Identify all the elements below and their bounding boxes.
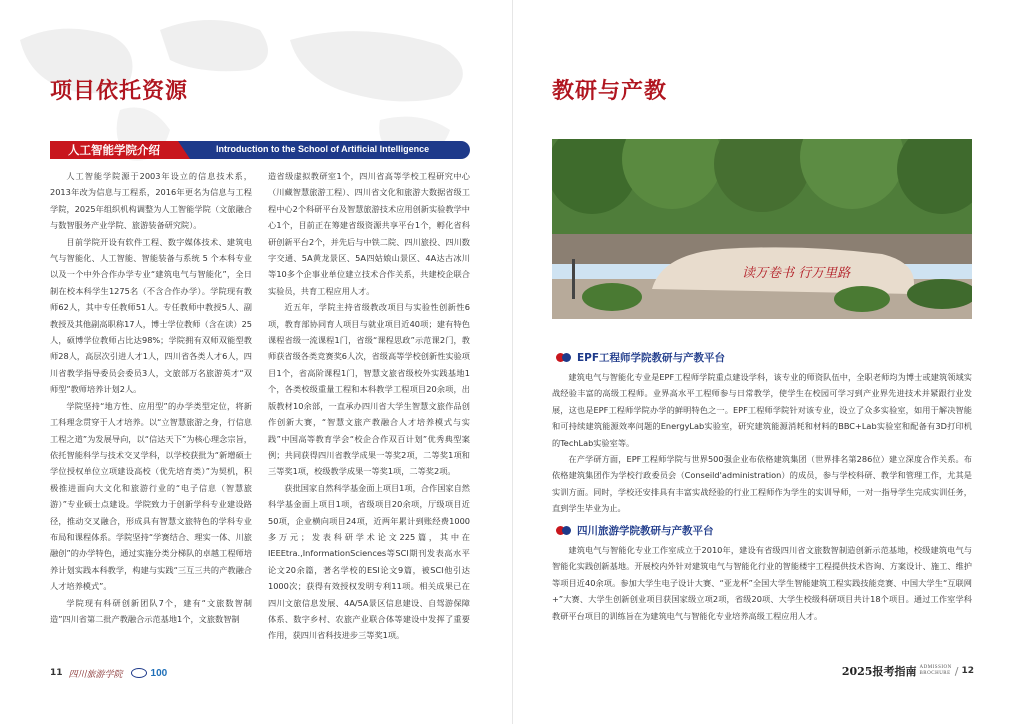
text-column-1 <box>50 168 252 648</box>
sub-heading-epf: EPF工程师学院教研与产教平台 <box>556 348 725 366</box>
paragraph: 学院现有科研创新团队7个，建有“文旅数智制造”四川省第二批产教融合示范基地1个，文旅数智制 <box>50 597 252 624</box>
brochure-subtitle: ADMISSION BROCHURE <box>919 665 952 676</box>
school-logo: 四川旅游学院 <box>68 669 123 680</box>
paragraph: 人工智能学院源于2003年设立的信息技术系，2013年改为信息与工程系，2016年更名为信息与工程学院，2025年组织机构调整为人工智能学院（文旅融合与数智服务产业学院、旅游装备研究院）。 <box>50 171 252 231</box>
emblem-icon <box>131 668 147 678</box>
paragraph: 建筑电气与智能化专业工作室成立于2010年，建设有省级四川省文旅数智制造创新示范基地，校级建筑电气与智能化实践创新基地。开展校内外针对建筑电气与智能化行业的智能楼宇工程提供技术咨询、方案设计、施工、维护等项目近40余项。参加大学生电子设计大赛、“亚龙杯”全国大学生智能建筑工程实践技能竞赛、中国大学生“互联网+”大赛、大学生创新创业项目获国家级立项2项，省级20项、大学生校级科研项目共计18个项目。通过工作室学科教研平台项目的训练旨在为建筑电气与智能化专业培养高级工程应用人才。 <box>552 545 972 621</box>
page-title: 项目依托资源 <box>50 79 189 104</box>
paragraph: 学院坚持“地方性、应用型”的办学类型定位，将新工科理念贯穿于人才培养。以“立智慧旅游之身，行信息工程之道”为发展导向，以“信达天下”为核心理念宗旨，依托智能科学与技术交叉学科，以学校获批为“新增硕士学位授权单位立项建设高校（优先培育类）”为契机，积极推进面向大文化和旅游行业的“电子信息（智慧旅游）”专业硕士点建设。学院致力于创新学科专业建设路径，推动交叉融合，形成具有智慧文旅特色的学科专业布局和课程体系。学院坚持“学赛结合、理实一体、川旅融创”的办学特色，通过实施分类分梯队的卓越工程师培养计划实践本科教学，构建与实践“三互三共的产教融合人才培养模式”。 <box>50 400 252 592</box>
paragraph: 建筑电气与智能化专业是EPF工程师学院重点建设学科，该专业的师资队伍中，全职老师均为博士或建筑领域实战经验丰富的高级工程师。业界高水平工程师参与日常教学，使学生在校园可学习到产业界先进技术并紧跟行业发展，这也是EPF工程师学院办学的鲜明特色之一。EPF工程师学院针对该专业，设立了众多实验室，如用于解决智能和可持续建筑能源效率问题的EnergyLab实验室，研究建筑能源消耗和材料的BBC+Lab实验室和配备有3D打印机的TechLab实验室等。 <box>552 372 972 448</box>
epf-section-body <box>552 369 972 517</box>
bullet-dots-icon <box>556 526 571 535</box>
section-title-zh: 人工智能学院介绍 <box>68 143 160 157</box>
anniversary-logo: 100 <box>150 667 168 679</box>
paragraph: 目前学院开设有软件工程、数字媒体技术、建筑电气与智能化、人工智能、智能装备与系统 5 个本科专业以及一个中外合作办学专业“建筑电气与智能化”，全日制在校本科学生1275名（不含合作办学）。学院现有教师62人，其中专任教师51人。专任教师中教授5人、副教授及其他副高职称17人，博士学位教师（含在读）25人，硕博学位教师占比达98%；学院拥有双师双能型教师28人，高层次引进人才1人，四川省各类人才6人，四川省教学指导委员会委员3人，文旅部万名旅游英才“双师型”教师培养计划2人。 <box>50 236 252 395</box>
page-number: 11 <box>50 668 63 678</box>
campus-photo <box>552 139 972 319</box>
paragraph: 造省级虚拟教研室1个，四川省高等学校工程研究中心（川藏智慧旅游工程）、四川省文化和旅游大数据省级工程中心2个科研平台及智慧旅游技术应用创新实验教学中心1个，目前正在筹建省级资源共享平台1个，孵化省科研创新平台2个，并先后与中铁二院、四川旅投、四川数字交通、5A黄龙景区、5A四姑娘山景区、4A达古冰川等10多个企事业单位建立技术合作关系，共建校企联合实验员，共育工程应用人才。 <box>268 171 470 296</box>
left-footer <box>50 665 167 681</box>
paragraph: 获批国家自然科学基金面上项目1项，合作国家自然科学基金面上项目1项，省级项目20余项，厅级项目近50项，企业横向项目24项，近两年累计到账经费1000多万元；发表科研学术论文225篇，其中在IEEEtra.,InformationSciences等SCI期刊发表高水平论文20余篇，著名学校的ESI论文9篇，被SCI他引达1000次；获得有效授权发明专利11项。相关成果已在四川文旅信息发展、4A/5A景区信息建设、自驾游保障体系、数字乡村、农旅产业联合体等建设中发挥了重要作用，获四川省科技进步三等奖1项。 <box>268 482 470 641</box>
right-footer: 2025报考指南 ADMISSION BROCHURE / 12 <box>841 664 974 678</box>
page-number: 12 <box>961 666 974 676</box>
paragraph: 在产学研方面，EPF工程师学院与世界500强企业布依格建筑集团（世界排名第286位）建立深度合作关系。布依格建筑集团作为学校行政委员会（Conseild'administration）的成员，参与学校科研、教学和管理工作，尤其是实训方面。同时，学校还安排具有丰富实战经验的行业工程师作为学生的实训导师，一对一指导学生完成实训任务，直到学生毕业为止。 <box>552 454 972 514</box>
paragraph: 近五年，学院主持省级教改项目与实验性创新性6项，教育部协同育人项目与就业项目近40项；建有特色课程省级一流课程1门，省级“课程思政”示范课2门，教师获省级各类竞赛奖6人次，省级高等学校创新性实验项目1个，省高阶课程1门，智慧文旅省级校外实践基地1个，各类校级重量工程和本科教学工程项目20余项，出版教材10余部，一直承办四川省大学生智慧文旅作品创作创新大赛，“智慧文旅产教融合人才培养模式与实践”中国高等教育学会“校企合作双百计划”优秀典型案例；共同获得四川省教学成果一等奖2项，二等奖1项和三等奖1项，校级教学成果一等奖1项，二等奖2项。 <box>268 302 470 477</box>
section-title-en: Introduction to the School of Artificial Intelligence <box>216 144 430 154</box>
sctu-section-body <box>552 542 972 624</box>
text-column-2 <box>268 168 470 648</box>
stone-inscription: 读万卷书 行万里路 <box>742 266 851 281</box>
brochure-title: 2025报考指南 <box>841 665 917 678</box>
bullet-dots-icon <box>556 353 571 362</box>
page-title: 教研与产教 <box>552 79 668 104</box>
section-header-bar <box>50 139 470 161</box>
sub-heading-sctu: 四川旅游学院教研与产教平台 <box>556 521 714 539</box>
